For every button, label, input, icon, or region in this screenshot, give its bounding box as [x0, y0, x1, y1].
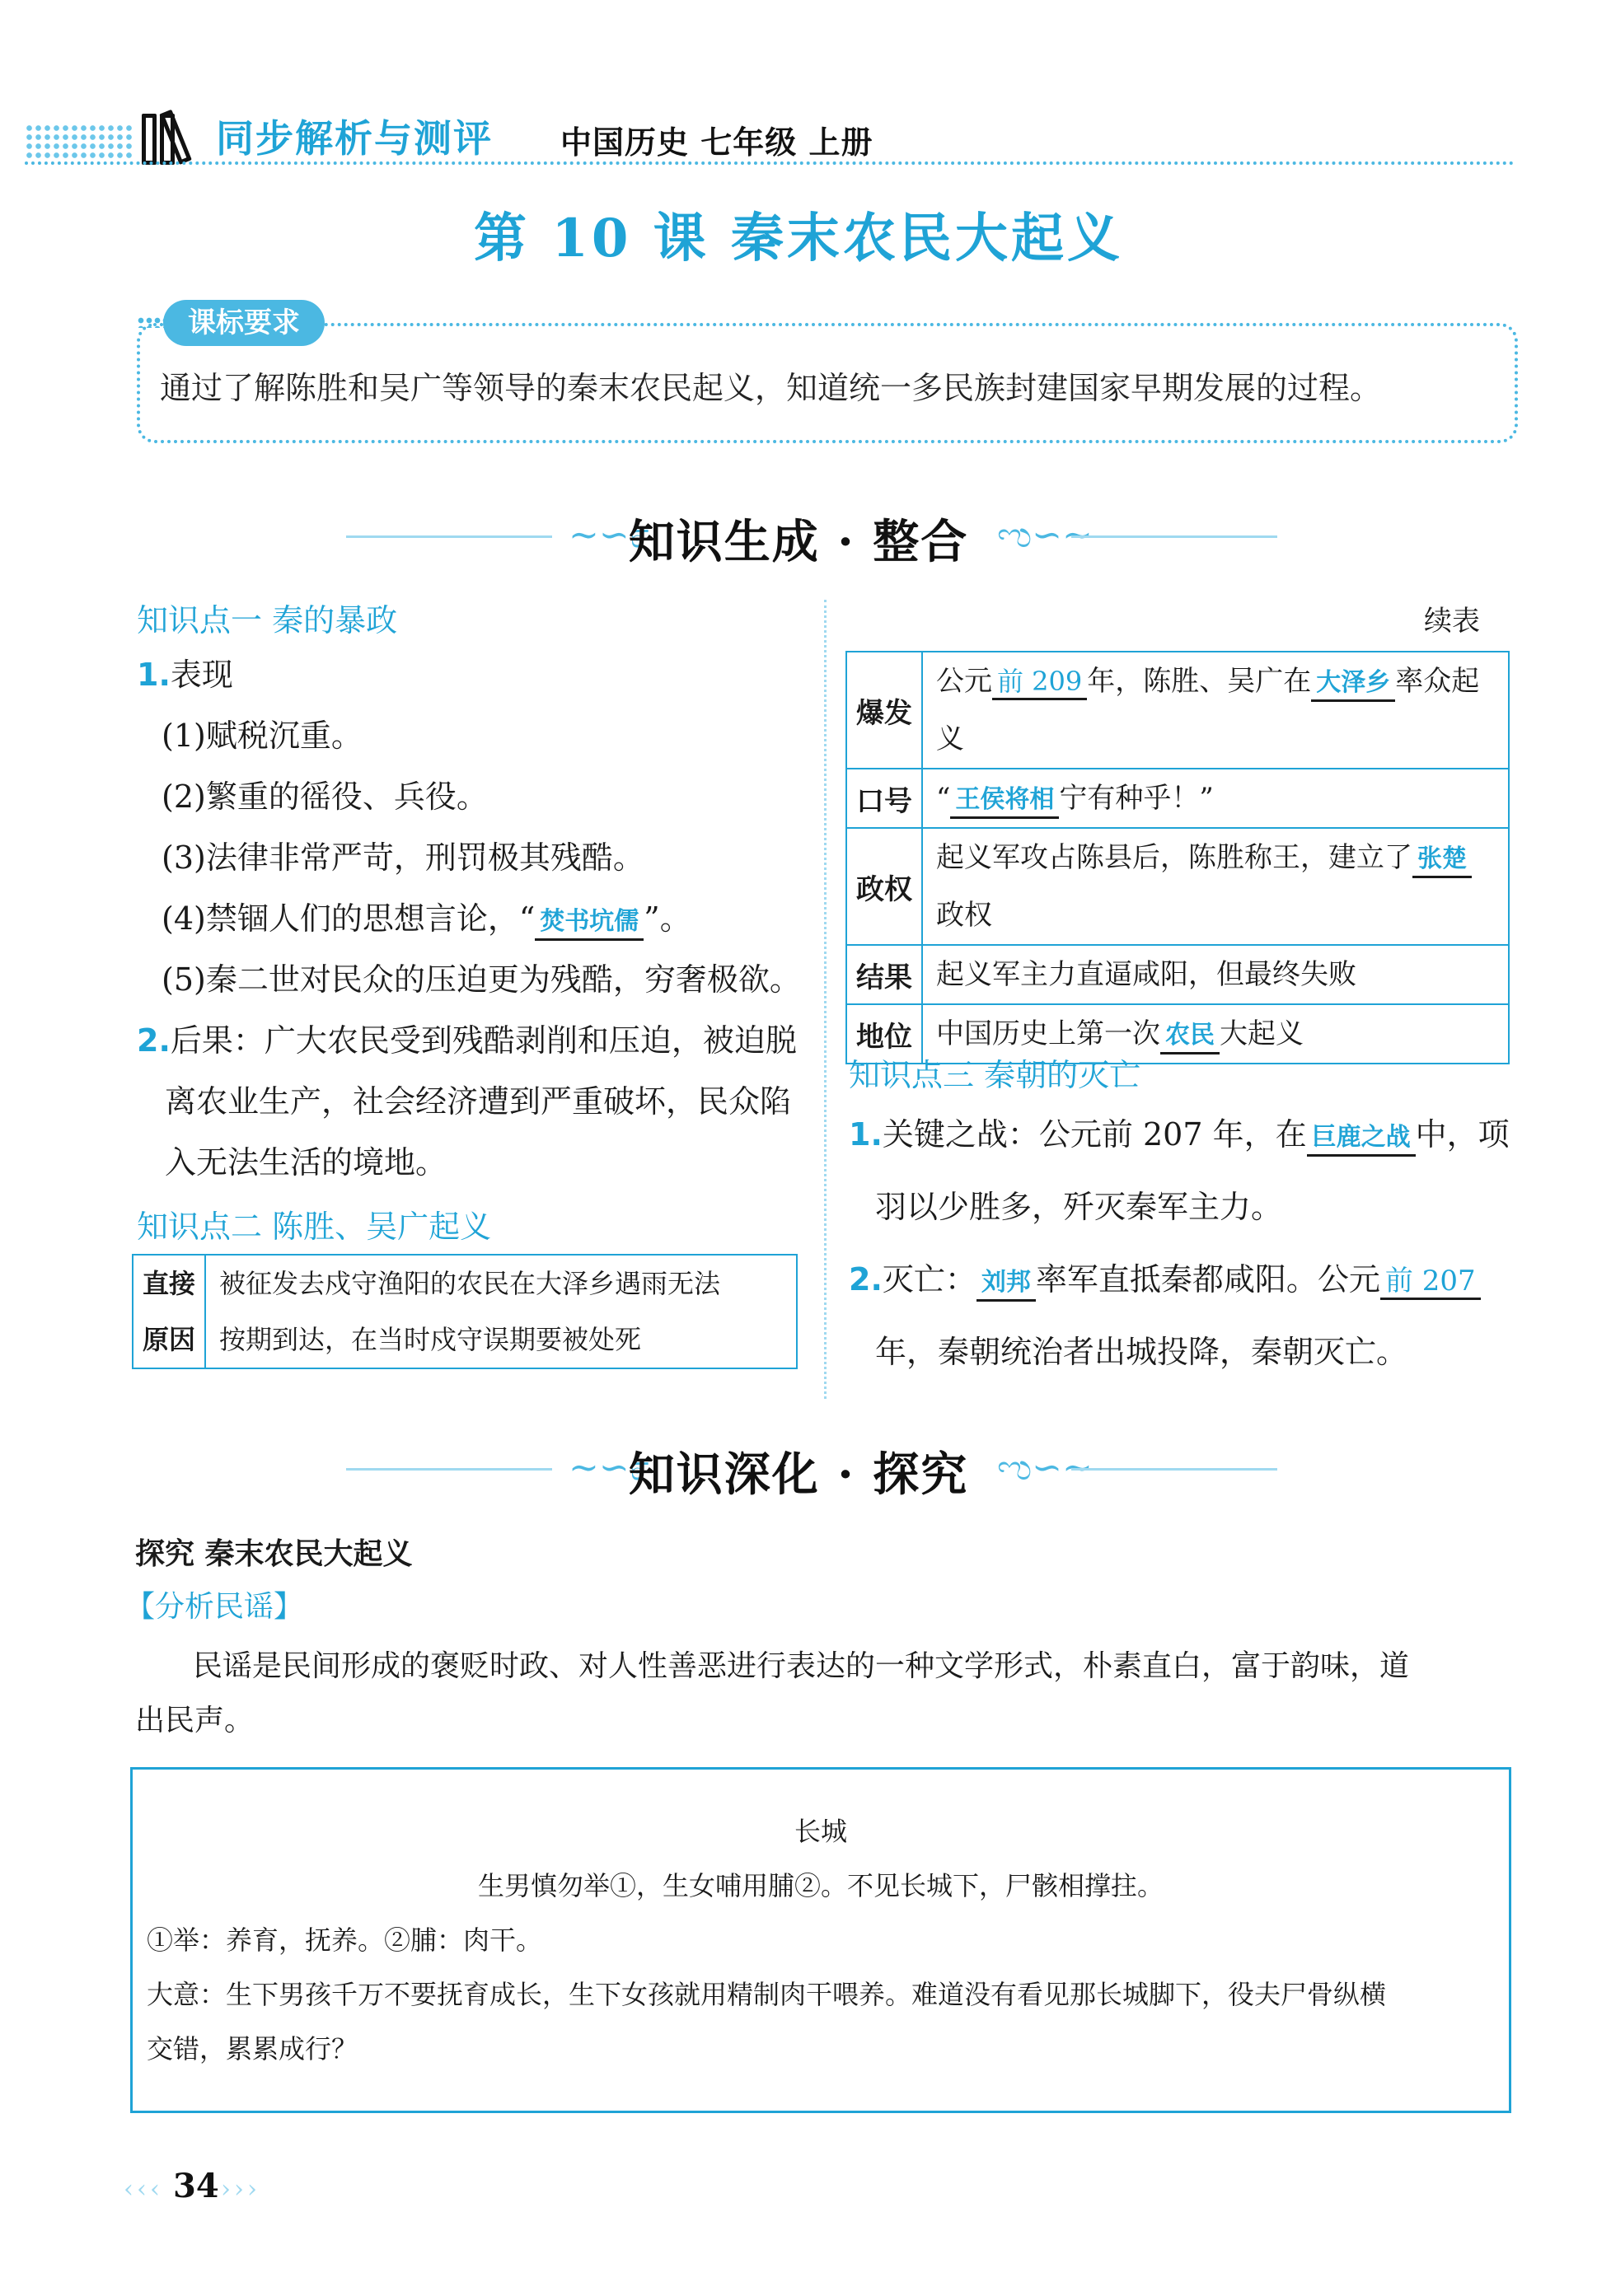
folk-title: 长城 [794, 1816, 847, 1847]
explore-tag: 【分析民谣】 [125, 1590, 304, 1624]
kp3-item2-line2: 年，秦朝统治者出城投降，秦朝灭亡。 [875, 1334, 1408, 1370]
row-label-outbreak: 爆发 [846, 652, 922, 769]
answer-207bc: 前 207 [1380, 1265, 1481, 1300]
explore-para-line2: 出民声。 [135, 1704, 255, 1737]
r3-line2: 政权 [936, 899, 992, 932]
swirl-right-icon: ಌ∽~ [997, 514, 1093, 556]
curriculum-text: 通过了解陈胜和吴广等领导的秦末农民起义，知道统一多民族封建国家早期发展的过程。 [160, 370, 1382, 406]
folk-meaning-line1: 大意：生下男孩千万不要抚育成长，生下女孩就用精制肉干喂养。难道没有看见那长城脚下，役夫尸骨纵横 [147, 1979, 1387, 2010]
kp1-sub4-pre: (4)禁锢人们的思想言论，“ [162, 900, 536, 937]
swirl-left-icon: ~∽೯ [569, 514, 650, 556]
answer-julu: 巨鹿之战 [1307, 1121, 1416, 1157]
series-title: 同步解析与测评 [216, 116, 493, 161]
page-ornament-right-icon: ››› [221, 2175, 260, 2204]
kp2-line-2: 按期到达，在当时戍守误期要被处死 [219, 1324, 642, 1355]
kp1-item1-label: 表现 [170, 657, 233, 693]
uprising-table [845, 651, 1510, 1064]
kp2-line-1: 被征发去戍守渔阳的农民在大泽乡遇雨无法 [219, 1268, 721, 1299]
r1-mid: 年，陈胜、吴广在 [1087, 665, 1312, 698]
curriculum-tab-dots [137, 316, 165, 328]
answer-liubang: 刘邦 [976, 1266, 1036, 1302]
section-banner-2 [0, 1435, 1597, 1501]
kp1-item1-num: 1. [137, 657, 171, 693]
r1-pre: 公元 [936, 665, 992, 698]
curriculum-tab: 课标要求 [163, 300, 325, 346]
kp1-item1 [137, 644, 233, 705]
kp1-item2 [137, 1010, 797, 1071]
r1-post: 率众起义 [936, 665, 1480, 755]
kp1-sub3: (3)法律非常严苛，刑罚极其残酷。 [162, 839, 644, 876]
answer-wanghou: 王侯将相 [950, 783, 1059, 819]
kp1-sub4 [162, 888, 691, 949]
kp3-item1 [849, 1104, 1510, 1165]
r4-text: 起义军主力直逼咸阳，但最终失败 [922, 945, 1509, 1004]
answer-zhangchu: 张楚 [1412, 843, 1472, 878]
table-row [846, 945, 1509, 1004]
column-divider [824, 600, 827, 1399]
section-title-2: 知识深化 · 探究 [628, 1447, 969, 1502]
kp1-sub1: (1)赋税沉重。 [162, 718, 363, 754]
kp1-item2-line3: 入无法生活的境地。 [165, 1144, 447, 1181]
page-ornament-left-icon: ‹‹‹ [124, 2175, 163, 2204]
answer-nongmin: 农民 [1160, 1019, 1220, 1054]
kp3-item1-num: 1. [849, 1116, 883, 1153]
row-label-status: 地位 [846, 1004, 922, 1064]
answer-dazexiang: 大泽乡 [1311, 666, 1395, 702]
kp3-item1-line2: 羽以少胜多，歼灭秦军主力。 [875, 1189, 1283, 1225]
book-title: 中国历史 七年级 上册 [560, 124, 873, 161]
kp2-label-2: 原因 [142, 1324, 195, 1355]
kp1-sub4-post: ”。 [644, 900, 691, 937]
table-row [846, 769, 1509, 828]
kp1-sub2: (2)繁重的徭役、兵役。 [162, 779, 488, 815]
row-label-result: 结果 [846, 945, 922, 1004]
books-logo-icon [142, 105, 208, 165]
kp3-item2-mid: 率军直抵秦都咸阳。公元 [1035, 1261, 1380, 1298]
swirl-right-icon: ಌ∽~ [997, 1447, 1093, 1489]
row-label-slogan: 口号 [846, 769, 922, 828]
kp1-item2-line1: 后果：广大农民受到残酷剥削和压迫，被迫脱 [170, 1022, 797, 1059]
table-row [846, 652, 1509, 769]
answer-fenshu: 焚书坑儒 [535, 905, 644, 941]
explore-heading: 探究 秦末农民大起义 [135, 1537, 413, 1571]
kp3-item2-pre: 灭亡： [882, 1261, 976, 1298]
kp2-label-1: 直接 [142, 1268, 195, 1299]
lesson-title: 第 10 课 秦末农民大起义 [474, 208, 1123, 269]
r5-pre: 中国历史上第一次 [936, 1017, 1160, 1050]
kp1-item2-num: 2. [137, 1022, 171, 1059]
kp3-item1-pre: 关键之战：公元前 207 年，在 [882, 1116, 1307, 1153]
r2-pre: “ [936, 782, 951, 815]
row-label-regime: 政权 [846, 828, 922, 945]
table-continued-caption: 续表 [1424, 605, 1480, 638]
r2-post: 宁有种乎！” [1059, 782, 1214, 815]
section-banner-1 [0, 503, 1597, 568]
header-divider [25, 161, 1515, 165]
header-dot-band [25, 124, 132, 160]
swirl-left-icon: ~∽೯ [569, 1447, 650, 1489]
section-title-1: 知识生成 · 整合 [628, 515, 969, 569]
kp3-item1-post: 中，项 [1415, 1116, 1510, 1153]
table-row [846, 828, 1509, 945]
r5-post: 大起义 [1220, 1017, 1304, 1050]
explore-para-line1: 民谣是民间形成的褒贬时政、对人性善恶进行表达的一种文学形式，朴素直白，富于韵味，道 [193, 1649, 1410, 1683]
kp1-sub5: (5)秦二世对民众的压迫更为残酷，穷奢极欲。 [162, 961, 801, 998]
kp2-cause-table [132, 1254, 798, 1369]
kp3-item2 [849, 1249, 1481, 1310]
kp2-heading: 知识点二 陈胜、吴广起义 [137, 1209, 492, 1245]
kp3-item2-num: 2. [849, 1261, 883, 1298]
answer-209bc: 前 209 [992, 665, 1087, 700]
folk-verse: 生男慎勿举①，生女哺用脯②。不见长城下，尸骸相撑拄。 [477, 1870, 1164, 1901]
kp3-heading: 知识点三 秦朝的灭亡 [849, 1057, 1141, 1093]
kp1-item2-line2: 离农业生产，社会经济遭到严重破坏，民众陷 [165, 1083, 792, 1120]
kp1-heading: 知识点一 秦的暴政 [137, 602, 398, 638]
folk-meaning-line2: 交错，累累成行？ [147, 2033, 358, 2065]
page-number: 34 [173, 2167, 219, 2205]
folk-notes: ①举：养育，抚养。②脯：肉干。 [147, 1924, 543, 1956]
r3-line1: 起义军攻占陈县后，陈胜称王，建立了 [936, 841, 1412, 874]
